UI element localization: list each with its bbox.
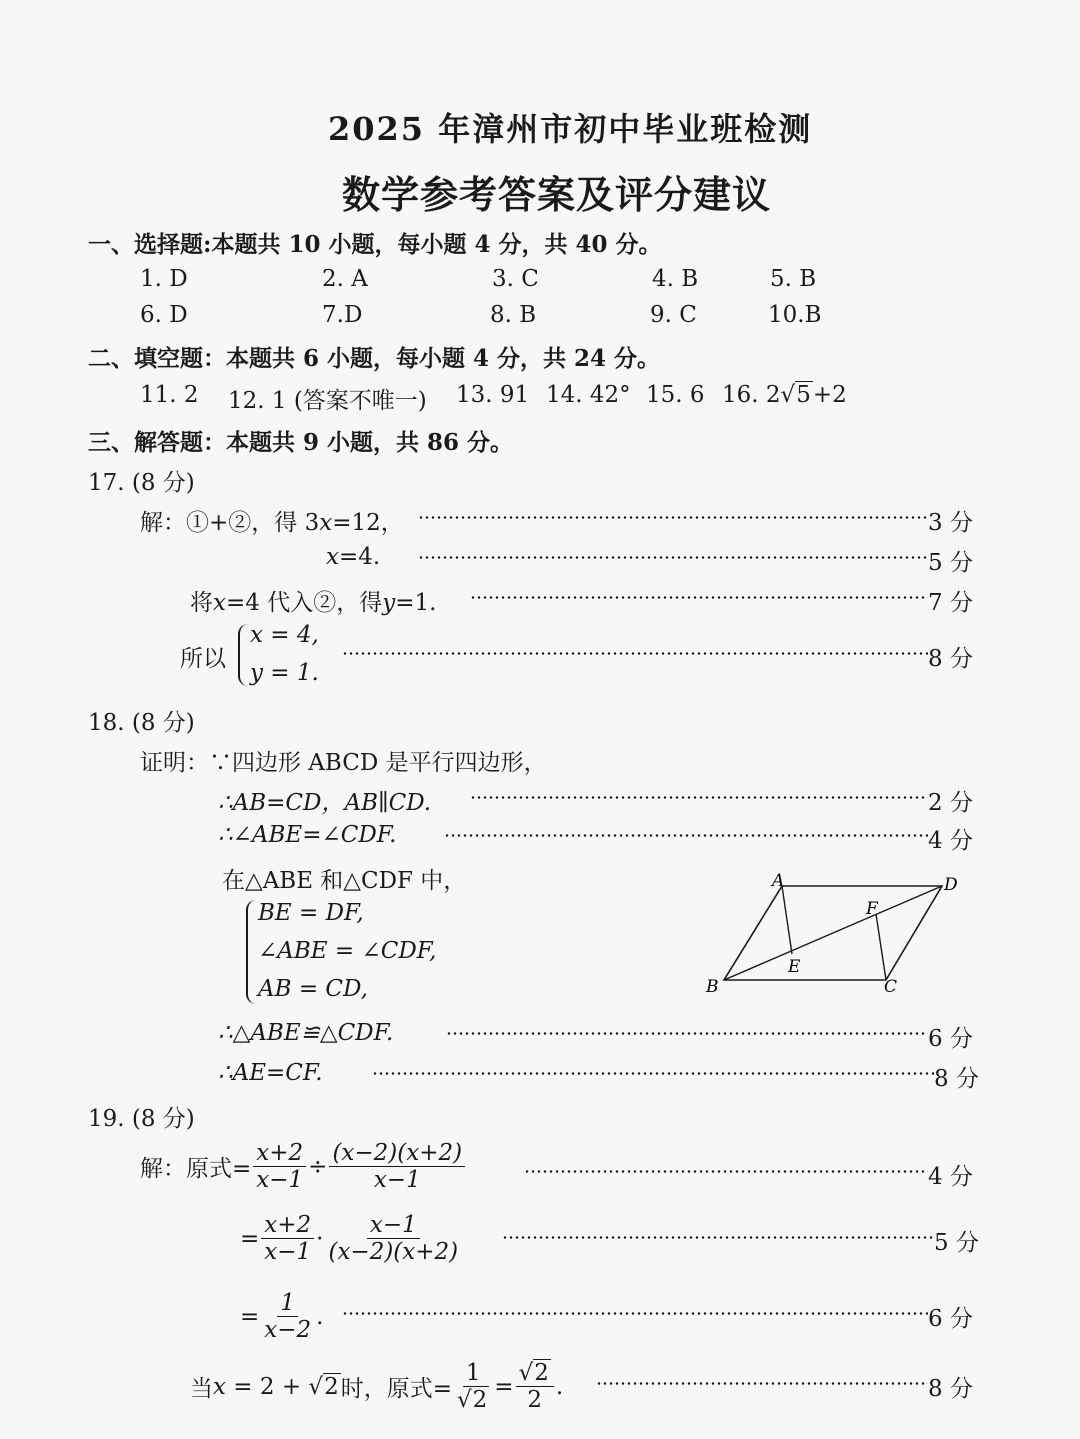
fraction: $\frac{x+2}{x-1}$	[261, 1212, 314, 1266]
score-label: 7 分	[928, 590, 973, 616]
dot-leader	[596, 1382, 928, 1385]
q17-label: 17. (8 分)	[88, 470, 195, 496]
answer-11: 11. 2	[140, 382, 199, 408]
fraction: $\frac{(x-2)(x+2)}{x-1}$	[329, 1140, 465, 1194]
answer-16: 16. 2√5+2	[722, 382, 847, 408]
parallelogram-figure	[700, 872, 970, 1000]
dot-leader	[470, 796, 928, 799]
q17-line1: 解：①+②，得 3x=12，	[140, 510, 404, 536]
q19-line4: 当 x = 2 + √2 时，原式= $\frac{1}{√2}$ = $\frac{√2}{2}$ .	[190, 1360, 564, 1414]
score-label: 8 分	[928, 646, 973, 672]
segment-ae	[782, 886, 792, 954]
score-label: 4 分	[928, 828, 973, 854]
point-d-label: D	[944, 875, 958, 895]
q17-line2: x=4.	[326, 544, 381, 570]
dot-leader	[470, 596, 928, 599]
q18-line1: 证明：∵四边形 ABCD 是平行四边形，	[140, 750, 547, 776]
answer-3: 3. C	[492, 266, 539, 292]
answer-13: 13. 91	[456, 382, 530, 408]
dot-leader	[342, 1312, 928, 1315]
q18-line2: ∴AB=CD，AB∥CD.	[218, 790, 432, 816]
exam-subtitle: 数学参考答案及评分建议	[342, 172, 772, 217]
point-e-label: E	[788, 957, 801, 977]
fraction: $\frac{x-1}{(x-2)(x+2)}$	[328, 1212, 459, 1266]
q17-system-eq2: y = 1.	[250, 660, 319, 686]
answer-7: 7.D	[322, 302, 363, 328]
answer-15: 15. 6	[646, 382, 705, 408]
q18-system-eq1: BE = DF,	[258, 900, 364, 926]
system-brace	[238, 624, 250, 686]
q18-line5: ∴△ABE≌△CDF.	[218, 1020, 394, 1046]
score-label: 8 分	[934, 1066, 979, 1092]
dot-leader	[524, 1170, 928, 1173]
score-label: 4 分	[928, 1164, 973, 1190]
answer-2: 2. A	[322, 266, 368, 292]
q17-system-eq1: x = 4,	[250, 622, 319, 648]
dot-leader	[446, 1032, 928, 1035]
answer-9: 9. C	[650, 302, 697, 328]
score-label: 8 分	[928, 1376, 973, 1402]
q17-line4-prefix: 所以	[180, 646, 226, 672]
q19-line1: 解：原式= $\frac{x+2}{x-1}$ ÷ $\frac{(x-2)(x+2)}{x-1}$	[140, 1140, 467, 1194]
q18-line6: ∴AE=CF.	[218, 1060, 323, 1086]
point-a-label: A	[772, 872, 785, 891]
dot-leader	[444, 834, 928, 837]
fraction: $\frac{√2}{2}$	[516, 1360, 554, 1414]
score-label: 6 分	[928, 1306, 973, 1332]
score-label: 5 分	[934, 1230, 979, 1256]
q17-line3: 将x=4 代入②，得y=1.	[190, 590, 437, 616]
q19-line3: = $\frac{1}{x-2}$ .	[240, 1290, 324, 1344]
q18-label: 18. (8 分)	[88, 710, 195, 736]
answer-5: 5. B	[770, 266, 817, 292]
q19-line2: = $\frac{x+2}{x-1}$ · $\frac{x-1}{(x-2)(x+2)}$	[240, 1212, 463, 1266]
score-label: 2 分	[928, 790, 973, 816]
answer-12: 12. 1 (答案不唯一)	[228, 388, 427, 414]
segment-cf	[876, 914, 886, 980]
answer-4: 4. B	[652, 266, 699, 292]
section-3-heading: 三、解答题：本题共 9 小题，共 86 分。	[88, 429, 514, 456]
fraction: $\frac{1}{x-2}$	[264, 1290, 312, 1344]
answer-14: 14. 42°	[546, 382, 631, 408]
score-label: 5 分	[928, 550, 973, 576]
point-b-label: B	[706, 977, 719, 997]
fraction: $\frac{1}{√2}$	[456, 1360, 488, 1414]
answer-8: 8. B	[490, 302, 537, 328]
q18-line4: 在△ABE 和△CDF 中，	[222, 868, 467, 894]
exam-title: 2025 年漳州市初中毕业班检测	[328, 110, 813, 148]
section-1-heading: 一、选择题:本题共 10 小题，每小题 4 分，共 40 分。	[88, 231, 662, 258]
fraction: $\frac{x+2}{x-1}$	[253, 1140, 306, 1194]
dot-leader	[372, 1072, 934, 1075]
point-c-label: C	[884, 977, 898, 997]
q18-system-eq2: ∠ABE = ∠CDF,	[258, 938, 437, 964]
answer-1: 1. D	[140, 266, 188, 292]
q18-line3: ∴∠ABE=∠CDF.	[218, 822, 397, 848]
q19-label: 19. (8 分)	[88, 1106, 195, 1132]
diagonal-bd	[724, 886, 942, 980]
score-label: 3 分	[928, 510, 973, 536]
q18-system-eq3: AB = CD,	[258, 976, 368, 1002]
dot-leader	[418, 556, 928, 559]
section-2-heading: 二、填空题：本题共 6 小题，每小题 4 分，共 24 分。	[88, 345, 661, 372]
system-brace	[246, 900, 258, 1004]
answer-6: 6. D	[140, 302, 188, 328]
score-label: 6 分	[928, 1026, 973, 1052]
point-f-label: F	[866, 899, 878, 919]
dot-leader	[502, 1236, 934, 1239]
dot-leader	[418, 516, 928, 519]
answer-10: 10.B	[768, 302, 822, 328]
dot-leader	[342, 652, 928, 655]
